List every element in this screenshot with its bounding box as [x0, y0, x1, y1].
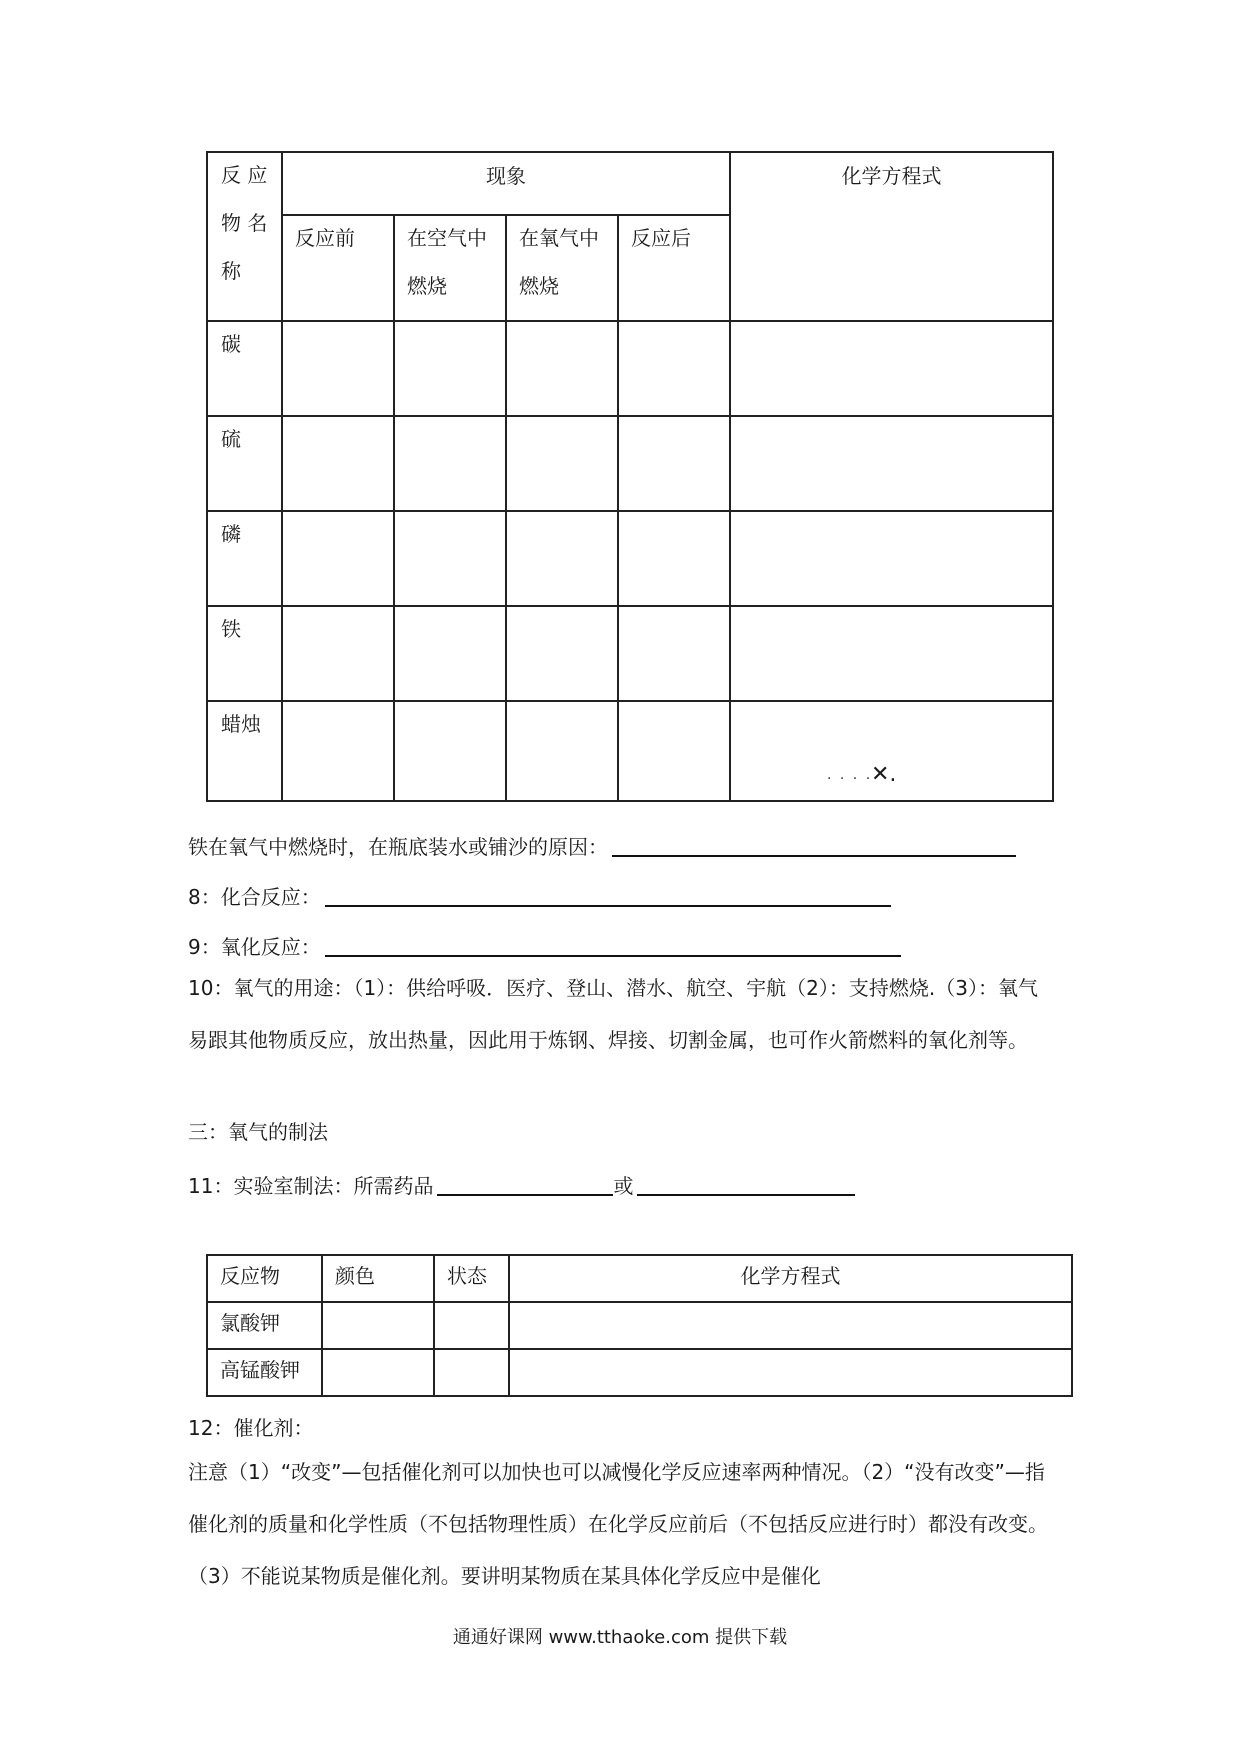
header-reactant: 反应物: [207, 1255, 322, 1302]
cell-after[interactable]: [618, 511, 730, 606]
cell-after[interactable]: [618, 701, 730, 801]
cell-color[interactable]: [322, 1302, 434, 1349]
header-in-oxygen: 在氧气中 燃烧: [506, 215, 618, 321]
cell-equation[interactable]: [509, 1349, 1072, 1396]
cell-equation[interactable]: [730, 511, 1053, 606]
cell-before[interactable]: [282, 416, 394, 511]
cell-state[interactable]: [434, 1302, 509, 1349]
row-label: 碳: [207, 321, 282, 416]
cell-before[interactable]: [282, 606, 394, 701]
answer-blank[interactable]: [325, 883, 891, 907]
table-row: [207, 606, 1053, 701]
table-row: [207, 1349, 1072, 1396]
cell-state[interactable]: [434, 1349, 509, 1396]
page-footer: 通通好课网 www.tthaoke.com 提供下载: [452, 1627, 788, 1648]
oxygen-uses-paragraph: 10：氧气的用途：（1）：供给呼吸．医疗、登山、潜水、航空、宇航（2）：支持燃烧.（3）：氧气易跟其他物质反应，放出热量，因此用于炼钢、焊接、切割金属，也可作火箭燃料的氧化剂等。: [188, 976, 1038, 1052]
cell-oxygen[interactable]: [506, 416, 618, 511]
row-label: 高锰酸钾: [207, 1349, 322, 1396]
table-row: [207, 1255, 1072, 1302]
cell-equation[interactable]: [730, 606, 1053, 701]
cell-equation[interactable]: [509, 1302, 1072, 1349]
cell-before[interactable]: [282, 511, 394, 606]
header-before: 反应前: [282, 215, 394, 321]
row-label: 硫: [207, 416, 282, 511]
cell-oxygen[interactable]: [506, 701, 618, 801]
section-heading: 三：氧气的制法: [188, 1120, 328, 1144]
cell-color[interactable]: [322, 1349, 434, 1396]
answer-blank[interactable]: [325, 933, 901, 957]
header-equation: 化学方程式: [730, 152, 1053, 321]
cell-air[interactable]: [394, 511, 506, 606]
table-row: [207, 416, 1053, 511]
catalyst-heading: 12：催化剂：: [188, 1416, 314, 1440]
cell-equation[interactable]: [730, 416, 1053, 511]
cell-before[interactable]: [282, 701, 394, 801]
lab-prep-line: 11：实验室制法：所需药品 或: [188, 1172, 855, 1196]
cell-air[interactable]: [394, 606, 506, 701]
cell-air[interactable]: [394, 321, 506, 416]
cell-after[interactable]: [618, 416, 730, 511]
header-equation: 化学方程式: [509, 1255, 1072, 1302]
combustion-table: [206, 151, 1054, 802]
cell-before[interactable]: [282, 321, 394, 416]
row-label: 磷: [207, 511, 282, 606]
oxidation-line: 9：氧化反应：: [188, 933, 901, 957]
header-in-air: 在空气中 燃烧: [394, 215, 506, 321]
table-row: [207, 701, 1053, 801]
cell-oxygen[interactable]: [506, 321, 618, 416]
header-reactant-name: 反 应 物 名 称: [207, 152, 282, 321]
header-state: 状态: [434, 1255, 509, 1302]
table-row: [207, 1302, 1072, 1349]
header-after: 反应后: [618, 215, 730, 321]
combination-line: 8：化合反应：: [188, 883, 891, 907]
reactant-table: [206, 1254, 1073, 1397]
cell-equation[interactable]: [730, 321, 1053, 416]
row-label: 蜡烛: [207, 701, 282, 801]
header-phenomenon: 现象: [282, 152, 730, 215]
cell-air[interactable]: [394, 416, 506, 511]
dots-mark: . . . .: [827, 767, 873, 783]
cell-oxygen[interactable]: [506, 606, 618, 701]
cell-after[interactable]: [618, 606, 730, 701]
cell-after[interactable]: [618, 321, 730, 416]
cell-oxygen[interactable]: [506, 511, 618, 606]
iron-reason-line: 铁在氧气中燃烧时，在瓶底装水或铺沙的原因：: [188, 833, 1016, 857]
answer-blank[interactable]: [637, 1172, 855, 1196]
table-row: [207, 511, 1053, 606]
answer-blank[interactable]: [612, 833, 1016, 857]
cell-air[interactable]: [394, 701, 506, 801]
header-color: 颜色: [322, 1255, 434, 1302]
catalyst-note-paragraph: 注意（1）“改变”—包括催化剂可以加快也可以减慢化学反应速率两种情况。（2）“没有改变”—指催化剂的质量和化学性质（不包括物理性质）在化学反应前后（不包括反应进行时）都没有改变。（3）不能说某物质是催化剂。要讲明某物质在某具体化学反应中是催化: [188, 1460, 1048, 1588]
answer-blank[interactable]: [437, 1172, 613, 1196]
cell-equation[interactable]: [730, 701, 1053, 801]
row-label: 氯酸钾: [207, 1302, 322, 1349]
table-row: [207, 321, 1053, 416]
row-label: 铁: [207, 606, 282, 701]
close-icon: ✕.: [871, 762, 897, 787]
